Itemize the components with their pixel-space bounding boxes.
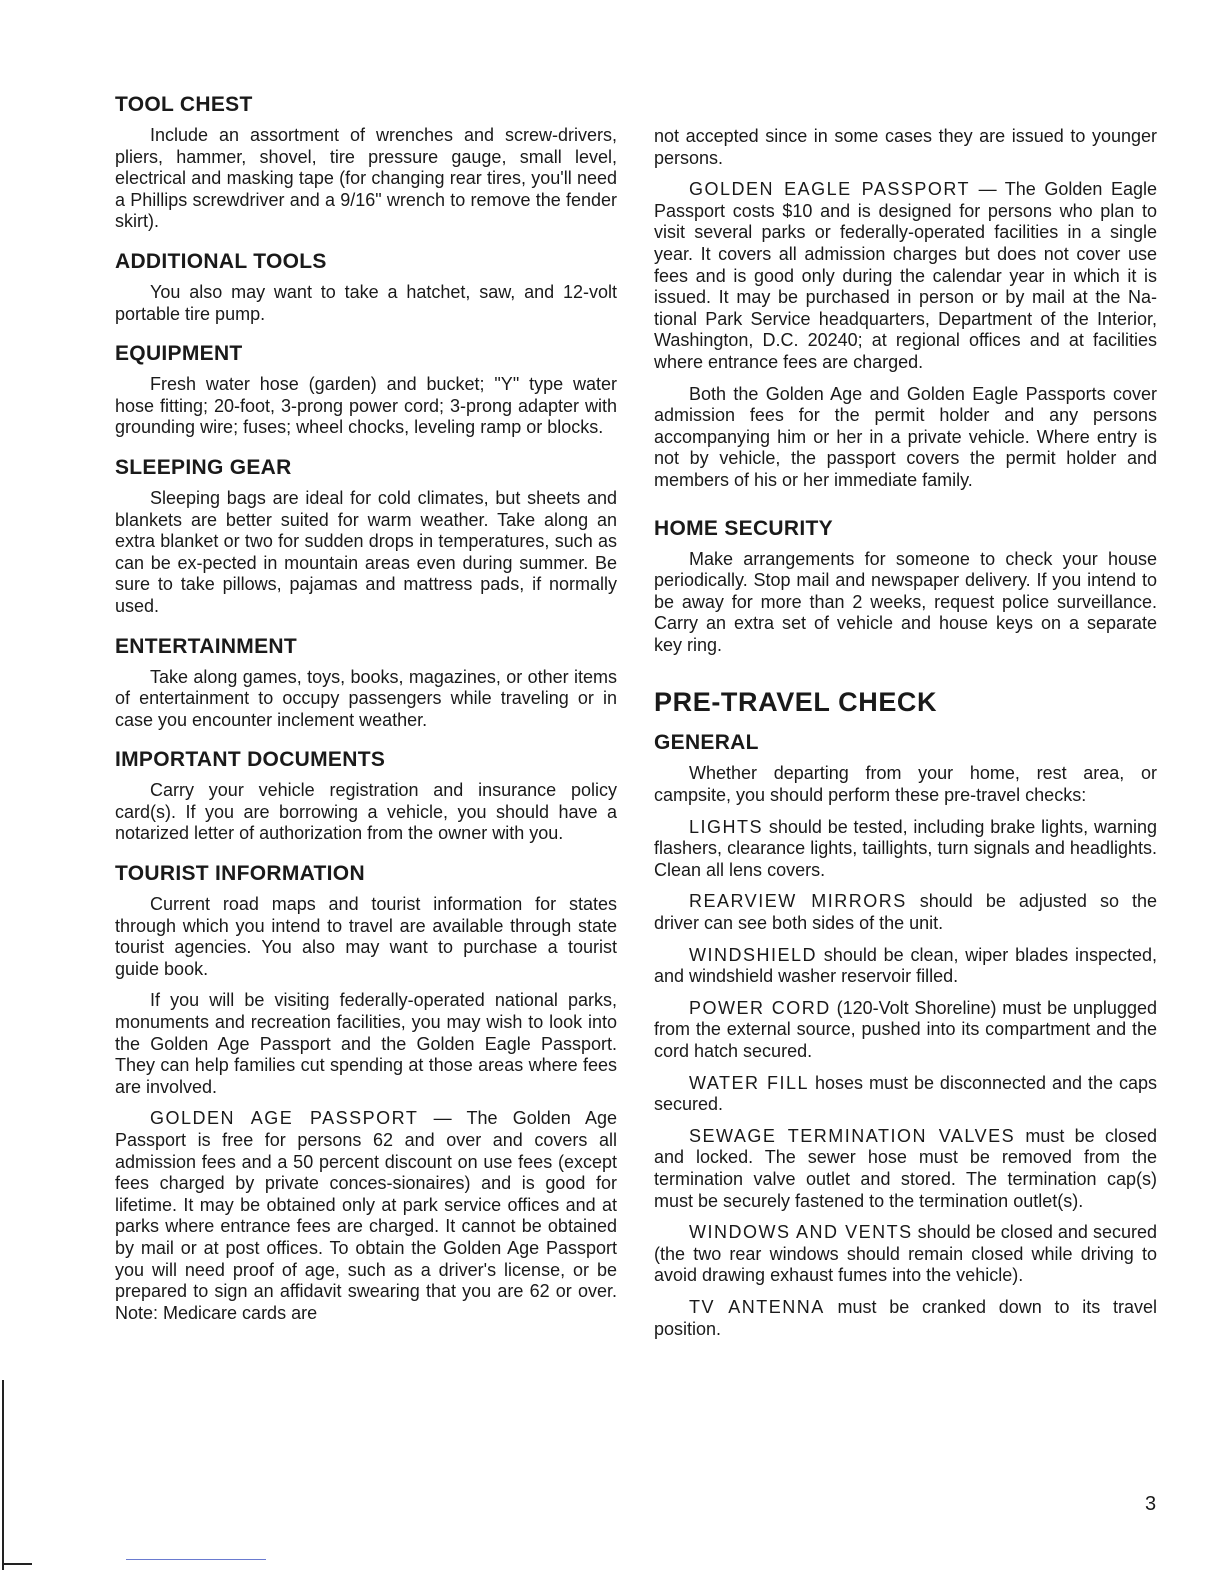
check-item [654, 1126, 1157, 1212]
footnote-rule [126, 1559, 266, 1560]
paragraph: If you will be visiting federally-operated national parks, monuments and recreation facilities, you may wish to look into the Golden Age Passport and the Golden Eagle Passport. They can help families cut spending at those areas where fees are involved. [115, 990, 617, 1097]
paragraph: Whether departing from your home, rest area, or campsite, you should perform these pre-travel checks: [654, 763, 1157, 806]
heading-home-security: HOME SECURITY [654, 516, 833, 540]
run-in-text: — The Golden Eagle Passport costs $10 and is designed for persons who plan to visit several parks or federally-operated facilities in a single year. It covers all admission charges but does not cover use fees and is good only during the calendar year in which it is issued. It may be purchased in person or by mail at the Na-tional Park Service headquarters, Department of the Interior, Washington, D.C. 20240; at regional offices and at facilities where entrance fees are charged. [654, 179, 1157, 372]
section-entertainment [115, 634, 617, 732]
right-column [654, 126, 1157, 1350]
check-item-lead: REARVIEW MIRRORS [689, 891, 907, 912]
check-item-lead: SEWAGE TERMINATION VALVES [689, 1125, 1016, 1146]
heading-pre-travel-check: PRE-TRAVEL CHECK [654, 687, 938, 718]
check-item [654, 998, 1157, 1063]
paragraph: Include an assortment of wrenches and screw-drivers, pliers, hammer, shovel, tire pressure gauge, small level, electrical and masking tape (for changing rear tires, you'll need a Phillips screwdriver and a 9/16" wrench to remove the fender skirt). [115, 125, 617, 232]
section-important-documents [115, 747, 617, 845]
section-sleeping-gear [115, 455, 617, 618]
section-tourist-information [115, 861, 617, 1324]
heading-sleeping-gear: SLEEPING GEAR [115, 455, 292, 479]
check-item-lead: WATER FILL [689, 1072, 809, 1093]
check-item-text: should be closed and secured (the two rear windows should remain closed while driving to avoid drawing exhaust fumes into the vehicle). [654, 1222, 1158, 1286]
check-item [654, 817, 1157, 882]
heading-additional-tools: ADDITIONAL TOOLS [115, 249, 327, 273]
check-item-lead: WINDSHIELD [689, 944, 818, 965]
scan-edge-foot [2, 1563, 32, 1565]
paragraph: Fresh water hose (garden) and bucket; "Y" type water hose fitting; 20-foot, 3-prong power cord; 3-prong adapter with grounding wire; fuses; wheel chocks, leveling ramp or blocks. [115, 374, 617, 438]
heading-entertainment: ENTERTAINMENT [115, 634, 297, 658]
heading-equipment: EQUIPMENT [115, 342, 243, 366]
check-item-text: should be tested, including brake lights, warning flashers, clearance lights, taillights, turn signals and headlights. Clean all lens covers. [654, 816, 1157, 880]
paragraph-golden-age [115, 1108, 617, 1324]
page-number: 3 [1145, 1493, 1157, 1515]
paragraph: Take along games, toys, books, magazines, or other items of entertainment to occupy passengers while traveling or in case you encounter inclement weather. [115, 666, 617, 730]
check-item [654, 945, 1157, 988]
check-item-lead: LIGHTS [689, 816, 764, 837]
pre-travel-checklist [654, 817, 1157, 1340]
section-home-security [654, 516, 1157, 657]
heading-important-documents: IMPORTANT DOCUMENTS [115, 748, 386, 772]
check-item-text: hoses must be disconnected and the caps secured. [654, 1072, 1157, 1115]
run-in-lead: GOLDEN EAGLE PASSPORT [689, 179, 971, 200]
heading-tool-chest: TOOL CHEST [115, 93, 253, 116]
run-in-text: — The Golden Age Passport is free for persons 62 and over and covers all admission fees and a 50 percent discount on use fees (except fees charged by private conces-sionaires) and is good for lifetime. It may be obtained only at park service offices and at parks where entrance fees are charged. It cannot be obtained by mail or at post offices. To obtain the Golden Age Passport you will need proof of age, such as a driver's license, or be prepared to sign an affidavit swearing that you are 62 or over. Note: Medicare cards are [115, 1108, 617, 1323]
paragraph-continuation: not accepted since in some cases they are issued to younger persons. [654, 126, 1157, 168]
check-item [654, 1297, 1157, 1340]
heading-tourist-information: TOURIST INFORMATION [115, 862, 365, 886]
paragraph: You also may want to take a hatchet, saw, and 12-volt portable tire pump. [115, 281, 617, 324]
check-item [654, 1222, 1157, 1287]
check-item-text: must be closed and locked. The sewer hose must be removed from the termination valve outlet and stored. The termination cap(s) must be securely fastened to the termination outlet(s). [654, 1125, 1157, 1211]
section-additional-tools [115, 249, 617, 325]
paragraph: Both the Golden Age and Golden Eagle Passports cover admission fees for the permit holder and any persons accompanying him or her in a private vehicle. Where entry is not by vehicle, the passport covers the permit holder and members of his or her immediate family. [654, 383, 1157, 490]
section-equipment [115, 341, 617, 439]
check-item-lead: WINDOWS AND VENTS [689, 1222, 913, 1243]
paragraph: Sleeping bags are ideal for cold climates, but sheets and blankets are better suited for warm weather. Take along an extra blanket or two for sudden drops in temperatures, such as can be ex-pected in mountain areas even during summer. Be sure to take pillows, pajamas and mattress pads, if normally used. [115, 487, 617, 616]
run-in-lead: GOLDEN AGE PASSPORT [150, 1108, 419, 1129]
check-item-text: should be adjusted so the driver can see both sides of the unit. [654, 891, 1158, 934]
paragraph: Carry your vehicle registration and insurance policy card(s). If you are borrowing a vehicle, you should have a notarized letter of authorization from the owner with you. [115, 780, 617, 844]
check-item [654, 891, 1157, 934]
check-item-lead: POWER CORD [689, 997, 831, 1018]
check-item-text: (120-Volt Shoreline) must be unplugged from the external source, pushed into its compartment and the cord hatch secured. [654, 997, 1157, 1061]
paragraph: Make arrangements for someone to check your house periodically. Stop mail and newspaper delivery. If you intend to be away for more than 2 weeks, request police surveillance. Carry an extra set of vehicle and house keys on a separate key ring. [654, 548, 1157, 655]
check-item-text: should be clean, wiper blades inspected, and windshield washer reservoir filled. [654, 944, 1157, 987]
check-item [654, 1073, 1157, 1116]
paragraph-golden-eagle [654, 179, 1157, 373]
section-tool-chest [115, 92, 617, 233]
check-item-lead: TV ANTENNA [689, 1296, 825, 1317]
left-column [115, 92, 617, 1340]
heading-general: GENERAL [654, 731, 759, 755]
scan-edge [2, 1380, 4, 1570]
check-item-text: must be cranked down to its travel position. [654, 1296, 1157, 1339]
paragraph: Current road maps and tourist information for states through which you intend to travel are available through state tourist agencies. You also may want to purchase a tourist guide book. [115, 894, 617, 979]
